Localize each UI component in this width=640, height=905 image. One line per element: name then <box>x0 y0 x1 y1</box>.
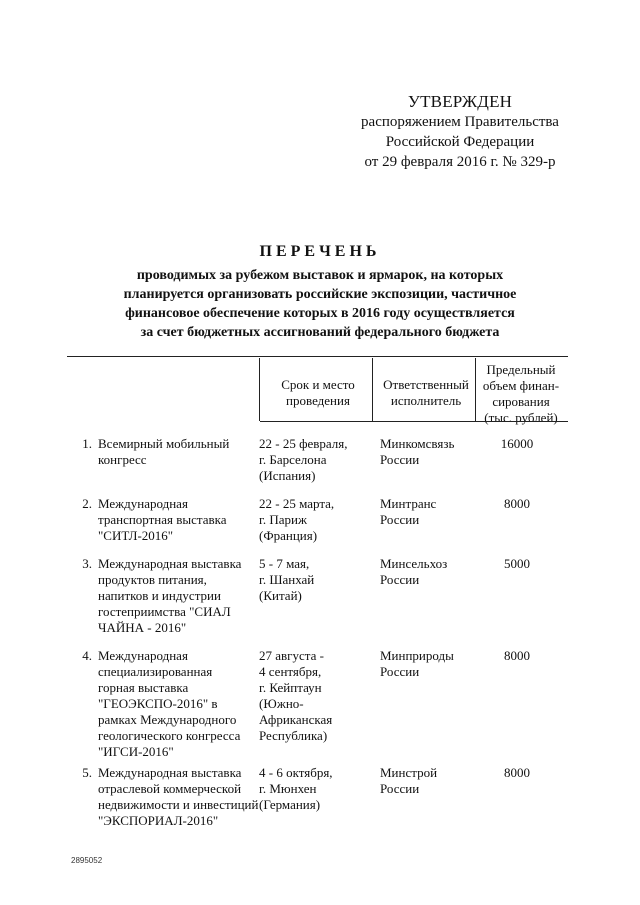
row-event-name <box>98 765 258 829</box>
text-line: 4 сентября, <box>259 664 322 679</box>
text-line: 22 - 25 февраля, <box>259 436 348 451</box>
text-line: Минсельхоз <box>380 556 448 571</box>
header-executor <box>378 377 474 409</box>
text-line: "ЭКСПОРИАЛ-2016" <box>98 813 219 828</box>
text-line: 22 - 25 марта, <box>259 496 335 511</box>
header-line: Предельный <box>486 362 556 377</box>
text-line: Республика) <box>259 728 328 743</box>
column-divider <box>259 358 261 421</box>
row-term-place <box>259 765 369 813</box>
text-line: г. Барселона <box>259 452 327 467</box>
text-line: 5 - 7 мая, <box>259 556 310 571</box>
text-line: России <box>380 781 420 796</box>
row-number: 5. <box>82 765 92 780</box>
text-line: г. Мюнхен <box>259 781 317 796</box>
column-divider <box>372 358 374 421</box>
row-executor <box>380 436 480 468</box>
header-bottom-rule <box>260 421 568 422</box>
text-line: напитков и индустрии <box>98 588 221 603</box>
header-line: исполнитель <box>390 393 462 408</box>
row-amount: 8000 <box>504 648 530 663</box>
header-line: проведения <box>286 393 350 408</box>
header-line: Ответственный <box>383 377 469 392</box>
text-line: Всемирный мобильный <box>98 436 230 451</box>
approval-line: распоряжением Правительства <box>361 114 559 130</box>
text-line: Африканская <box>259 712 333 727</box>
text-line: России <box>380 512 420 527</box>
text-line: (Испания) <box>259 468 316 483</box>
row-term-place <box>259 556 369 604</box>
row-term-place <box>259 648 369 744</box>
footer-document-code: 2895052 <box>71 856 103 865</box>
row-amount: 8000 <box>504 765 530 780</box>
row-amount: 8000 <box>504 496 530 511</box>
text-line: Минприроды <box>380 648 454 663</box>
text-line: России <box>380 452 420 467</box>
text-line: транспортная выставка <box>98 512 227 527</box>
header-line: объем финан- <box>482 378 560 393</box>
row-amount: 16000 <box>500 436 534 451</box>
text-line: "ИГСИ-2016" <box>98 744 174 759</box>
subtitle-line: проводимых за рубежом выставок и ярмарок, на которых <box>136 268 504 283</box>
row-term-place <box>259 436 369 484</box>
text-line: "ГЕОЭКСПО-2016" в <box>98 696 218 711</box>
text-line: г. Париж <box>259 512 307 527</box>
row-executor <box>380 648 480 680</box>
text-line: геологического конгресса <box>98 728 241 743</box>
header-line: сирования <box>492 394 550 409</box>
approval-line: от 29 февраля 2016 г. № 329-р <box>364 154 556 170</box>
row-event-name <box>98 648 258 760</box>
text-line: конгресс <box>98 452 147 467</box>
row-number: 2. <box>82 496 92 511</box>
document-heading: ПЕРЕЧЕНЬ <box>259 243 381 260</box>
text-line: Минтранс <box>380 496 437 511</box>
header-line: Срок и место <box>281 377 355 392</box>
text-line: (Франция) <box>259 528 318 543</box>
text-line: г. Шанхай <box>259 572 315 587</box>
text-line: Минстрой <box>380 765 438 780</box>
row-number: 1. <box>82 436 92 451</box>
table-top-rule <box>67 356 568 357</box>
row-executor <box>380 765 480 797</box>
row-amount: 5000 <box>504 556 530 571</box>
text-line: Международная выставка <box>98 556 242 571</box>
text-line: горная выставка <box>98 680 189 695</box>
row-executor <box>380 496 480 528</box>
subtitle-line: финансовое обеспечение которых в 2016 году осуществляется <box>125 306 515 321</box>
row-event-name <box>98 556 258 636</box>
text-line: Минкомсвязь <box>380 436 455 451</box>
text-line: (Германия) <box>259 797 321 812</box>
text-line: Международная выставка <box>98 765 242 780</box>
row-number: 4. <box>82 648 92 663</box>
text-line: "СИТЛ-2016" <box>98 528 174 543</box>
text-line: Международная <box>98 496 188 511</box>
text-line: отраслевой коммерческой <box>98 781 242 796</box>
row-executor <box>380 556 480 588</box>
text-line: России <box>380 664 420 679</box>
row-event-name <box>98 496 258 544</box>
row-event-name <box>98 436 258 468</box>
header-funding <box>476 362 566 426</box>
text-line: рамках Международного <box>98 712 237 727</box>
text-line: продуктов питания, <box>98 572 207 587</box>
text-line: гостеприимства "СИАЛ <box>98 604 231 619</box>
text-line: (Южно- <box>259 696 304 711</box>
document-subtitle <box>80 266 560 342</box>
text-line: Международная <box>98 648 188 663</box>
subtitle-line: планируется организовать российские экспозиции, частичное <box>123 287 517 302</box>
column-divider <box>475 358 477 421</box>
header-line: (тыс. рублей) <box>484 410 558 425</box>
text-line: ЧАЙНА - 2016" <box>98 620 187 635</box>
text-line: России <box>380 572 420 587</box>
approval-block <box>320 92 600 172</box>
text-line: специализированная <box>98 664 213 679</box>
approval-title: УТВЕРЖДЕН <box>407 92 513 111</box>
text-line: недвижимости и инвестиций <box>98 797 259 812</box>
row-term-place <box>259 496 369 544</box>
text-line: 4 - 6 октября, <box>259 765 333 780</box>
header-term-place <box>262 377 374 409</box>
subtitle-line: за счет бюджетных ассигнований федерального бюджета <box>140 325 500 340</box>
text-line: г. Кейптаун <box>259 680 322 695</box>
text-line: (Китай) <box>259 588 302 603</box>
row-number: 3. <box>82 556 92 571</box>
text-line: 27 августа - <box>259 648 324 663</box>
approval-line: Российской Федерации <box>385 134 535 150</box>
